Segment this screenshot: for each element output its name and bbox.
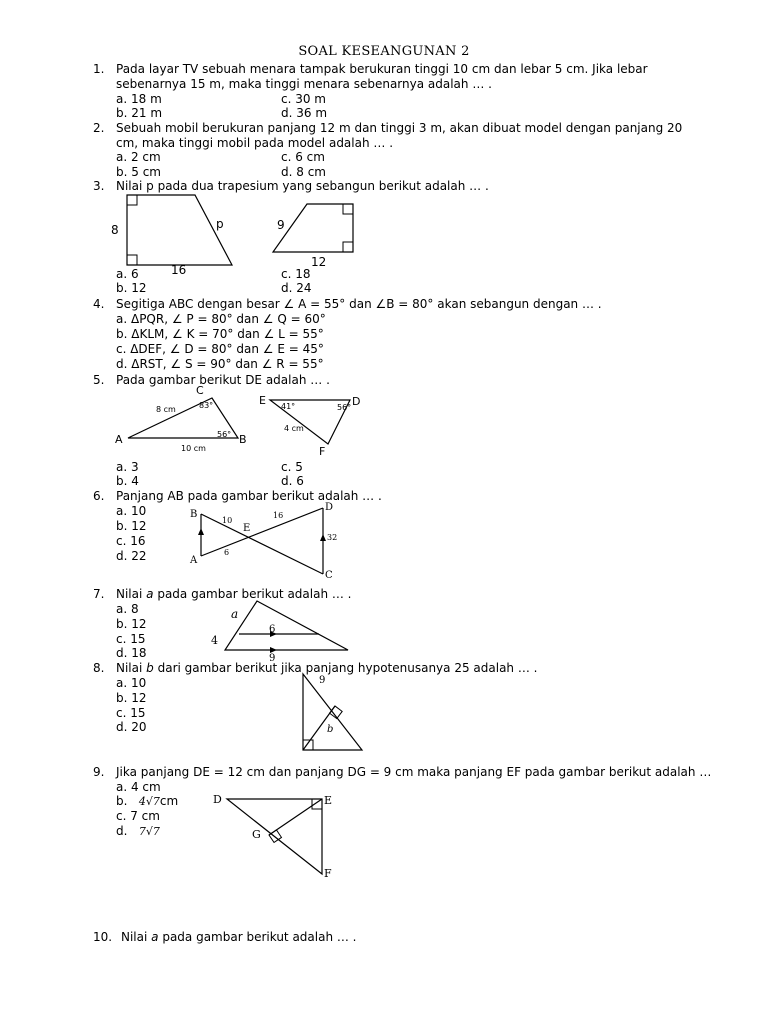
q10-text: Nilai a pada gambar berikut adalah … . bbox=[121, 930, 357, 944]
q1-text-cont: sebenarnya 15 m, maka tinggi menara sebenarnya adalah … . bbox=[116, 77, 492, 91]
q5-option-b: b. 4 bbox=[116, 474, 139, 488]
vertex-b: B bbox=[190, 509, 198, 520]
page-title: SOAL KESEANGUNAN 2 bbox=[298, 44, 470, 59]
q7-number: 7. bbox=[93, 587, 105, 601]
label-6: 6 bbox=[224, 548, 230, 557]
q1-option-d: d. 36 m bbox=[281, 106, 328, 120]
vertex-f: F bbox=[319, 445, 326, 458]
q4-text: Segitiga ABC dengan besar ∠ A = 55° dan ∠B = 80° akan sebangun dengan … . bbox=[116, 297, 602, 311]
q3-option-b: b. 12 bbox=[116, 281, 147, 295]
q6-crossing-figure bbox=[185, 500, 355, 582]
vertex-d: D bbox=[325, 502, 334, 513]
q9-option-d: d. 7√7 bbox=[116, 824, 160, 838]
q4-number: 4. bbox=[93, 297, 105, 311]
label-4: 4 bbox=[211, 634, 218, 647]
q6-number: 6. bbox=[93, 489, 105, 503]
label-16: 16 bbox=[171, 263, 187, 277]
q1-option-c: c. 30 m bbox=[281, 92, 326, 106]
label-9: 9 bbox=[277, 218, 285, 232]
q2-option-c: c. 6 cm bbox=[281, 150, 325, 164]
vertex-b: B bbox=[239, 433, 247, 446]
q3-text: Nilai p pada dua trapesium yang sebangun berikut adalah … . bbox=[116, 179, 489, 193]
q6-option-d: d. 22 bbox=[116, 549, 147, 563]
label-9: 9 bbox=[319, 675, 326, 686]
trapezoid-small bbox=[273, 204, 353, 252]
q2-number: 2. bbox=[93, 121, 105, 135]
q7-option-c: c. 15 bbox=[116, 632, 146, 646]
label-p: p bbox=[216, 217, 224, 231]
q6-option-a: a. 10 bbox=[116, 504, 147, 518]
angle-c: 83° bbox=[199, 401, 214, 410]
q8-right-triangle-figure bbox=[295, 670, 375, 755]
q2-text: Sebuah mobil berukuran panjang 12 m dan tinggi 3 m, akan dibuat model dengan panjang 20 bbox=[116, 121, 683, 135]
q2-option-d: d. 8 cm bbox=[281, 165, 326, 179]
q6-option-b: b. 12 bbox=[116, 519, 147, 533]
q3-option-d: d. 24 bbox=[281, 281, 312, 295]
q8-option-d: d. 20 bbox=[116, 720, 147, 734]
label-10cm: 10 cm bbox=[181, 444, 206, 453]
q2-text-cont: cm, maka tinggi mobil pada model adalah … . bbox=[116, 136, 394, 150]
q8-text: Nilai b dari gambar berikut jika panjang hypotenusanya 25 adalah … . bbox=[116, 661, 538, 675]
label-10: 10 bbox=[222, 516, 233, 525]
q1-text: Pada layar TV sebuah menara tampak berukuran tinggi 10 cm dan lebar 5 cm. Jika lebar bbox=[116, 62, 648, 76]
vertex-e: E bbox=[324, 794, 333, 807]
angle-e: 41° bbox=[281, 402, 296, 411]
q7-option-d: d. 18 bbox=[116, 646, 147, 660]
q7-option-b: b. 12 bbox=[116, 617, 147, 631]
q6-text: Panjang AB pada gambar berikut adalah … . bbox=[116, 489, 382, 503]
q1-option-b: b. 21 m bbox=[116, 106, 163, 120]
q8-number: 8. bbox=[93, 661, 105, 675]
segment-ad bbox=[201, 508, 323, 556]
angle-b: 56° bbox=[217, 430, 232, 439]
q5-number: 5. bbox=[93, 373, 105, 387]
vertex-e: E bbox=[243, 523, 251, 534]
q3-trapezoid-figure bbox=[105, 192, 365, 277]
q5-triangles-figure bbox=[110, 384, 370, 458]
q4-option-c: c. ΔDEF, ∠ D = 80° dan ∠ E = 45° bbox=[116, 342, 324, 356]
label-6: 6 bbox=[269, 624, 276, 635]
q9-number: 9. bbox=[93, 765, 105, 779]
label-32: 32 bbox=[327, 533, 338, 542]
q9-triangle-figure bbox=[205, 790, 350, 885]
label-4cm: 4 cm bbox=[284, 424, 304, 433]
q9-option-c: c. 7 cm bbox=[116, 809, 160, 823]
label-8cm: 8 cm bbox=[156, 405, 176, 414]
q4-option-b: b. ΔKLM, ∠ K = 70° dan ∠ L = 55° bbox=[116, 327, 324, 341]
q10-number: 10. bbox=[93, 930, 113, 944]
vertex-d: D bbox=[352, 395, 361, 408]
label-8: 8 bbox=[111, 223, 119, 237]
segment-eg bbox=[269, 799, 322, 835]
vertex-g: G bbox=[252, 828, 261, 841]
right-angle-mark bbox=[127, 255, 137, 265]
triangle-def bbox=[227, 799, 322, 874]
q5-text: Pada gambar berikut DE adalah … . bbox=[116, 373, 330, 387]
q5-option-c: c. 5 bbox=[281, 460, 303, 474]
vertex-c: C bbox=[325, 570, 333, 581]
q4-option-a: a. ΔPQR, ∠ P = 80° dan ∠ Q = 60° bbox=[116, 312, 326, 326]
q7-text: Nilai a pada gambar berikut adalah … . bbox=[116, 587, 352, 601]
vertex-a: A bbox=[190, 555, 198, 566]
vertex-d: D bbox=[213, 793, 222, 806]
q3-option-a: a. 6 bbox=[116, 267, 139, 281]
vertex-a: A bbox=[115, 433, 123, 446]
right-angle-mark bbox=[343, 242, 353, 252]
triangle-outer bbox=[225, 601, 348, 650]
q4-option-d: d. ΔRST, ∠ S = 90° dan ∠ R = 55° bbox=[116, 357, 324, 371]
q8-option-b: b. 12 bbox=[116, 691, 147, 705]
label-16: 16 bbox=[273, 511, 284, 520]
q6-option-c: c. 16 bbox=[116, 534, 146, 548]
q3-option-c: c. 18 bbox=[281, 267, 311, 281]
segment-bc bbox=[201, 514, 323, 574]
q3-number: 3. bbox=[93, 179, 105, 193]
q9-option-b: b. 4√7cm bbox=[116, 794, 179, 808]
q5-option-a: a. 3 bbox=[116, 460, 139, 474]
q9-text: Jika panjang DE = 12 cm dan panjang DG = 9 cm maka panjang EF pada gambar berikut adalah … bbox=[116, 765, 712, 779]
vertex-c: C bbox=[196, 384, 204, 397]
q2-option-a: a. 2 cm bbox=[116, 150, 161, 164]
q8-option-a: a. 10 bbox=[116, 676, 147, 690]
q9-option-a: a. 4 cm bbox=[116, 780, 161, 794]
q8-option-c: c. 15 bbox=[116, 706, 146, 720]
q7-option-a: a. 8 bbox=[116, 602, 139, 616]
vertex-f: F bbox=[324, 867, 332, 880]
q5-option-d: d. 6 bbox=[281, 474, 304, 488]
angle-d: 56° bbox=[337, 403, 352, 412]
label-b: b bbox=[327, 724, 334, 735]
q7-triangle-figure bbox=[205, 598, 355, 662]
q1-number: 1. bbox=[93, 62, 105, 76]
label-12: 12 bbox=[311, 255, 327, 269]
q2-option-b: b. 5 cm bbox=[116, 165, 161, 179]
right-angle-mark bbox=[343, 204, 353, 214]
q1-option-a: a. 18 m bbox=[116, 92, 162, 106]
vertex-e: E bbox=[259, 394, 266, 407]
right-angle-mark bbox=[127, 195, 137, 205]
label-a: a bbox=[231, 607, 239, 621]
parallel-arrow bbox=[198, 528, 204, 535]
label-9: 9 bbox=[269, 653, 276, 664]
parallel-arrow bbox=[320, 534, 326, 541]
